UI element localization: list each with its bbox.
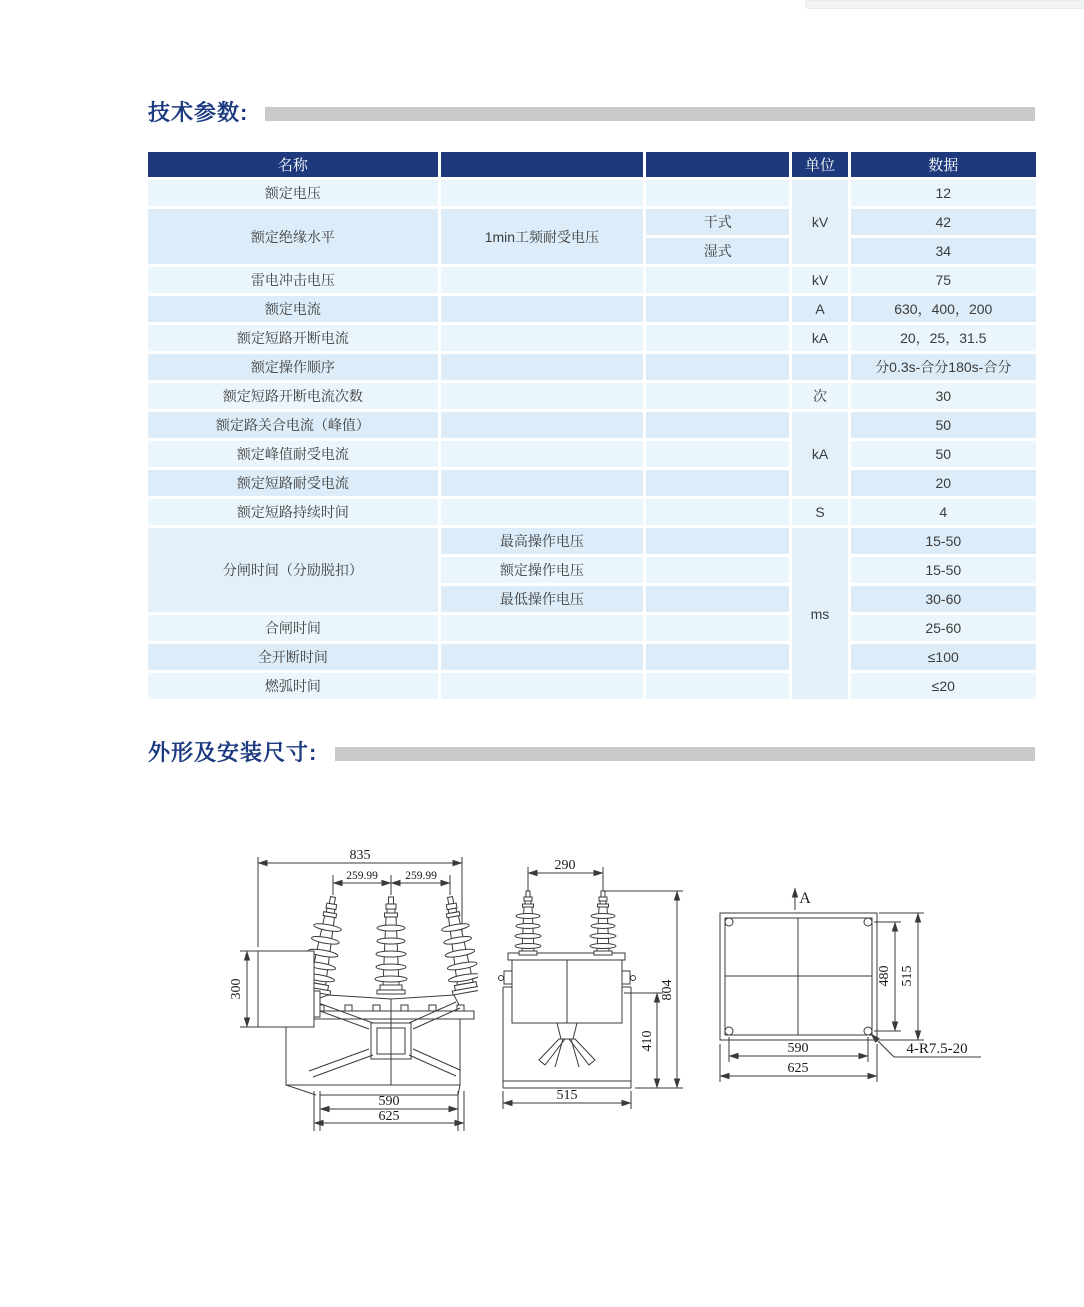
cell-empty — [646, 644, 789, 670]
cell-empty — [646, 499, 789, 525]
table-row — [148, 644, 1036, 670]
side-bushing-2 — [590, 891, 616, 955]
hole-spec-label: 4-R7.5-20 — [906, 1041, 968, 1057]
cell-sub: 额定操作电压 — [441, 557, 643, 583]
cell-name: 合闸时间 — [148, 615, 438, 641]
cell-data: ≤100 — [851, 644, 1036, 670]
dim-bushing-spacing: 290 — [554, 858, 576, 873]
cell-empty — [646, 586, 789, 612]
cell-empty — [441, 470, 643, 496]
col-header-name: 名称 — [148, 152, 438, 177]
cell-empty — [646, 267, 789, 293]
cell-name: 额定短路耐受电流 — [148, 470, 438, 496]
col-header-2 — [441, 152, 643, 177]
mount-hole — [864, 918, 872, 926]
cell-unit — [792, 354, 847, 380]
cell-name: 额定短路开断电流次数 — [148, 383, 438, 409]
cell-name: 分闸时间（分励脱扣） — [148, 528, 438, 612]
side-bushing-1 — [515, 891, 541, 955]
tank-body — [286, 1019, 460, 1085]
cell-empty — [441, 441, 643, 467]
cell-data: 15-50 — [851, 557, 1036, 583]
dim-base-width: 515 — [556, 1088, 578, 1103]
top-view-drawing — [705, 858, 985, 1093]
title-underline-bar-1 — [265, 107, 1035, 121]
cell-unit: kA — [792, 325, 847, 351]
cell-sub: 最低操作电压 — [441, 586, 643, 612]
cell-unit: ms — [792, 528, 847, 699]
cell-data: 75 — [851, 267, 1036, 293]
cell-data: 4 — [851, 499, 1036, 525]
cell-data: 25-60 — [851, 615, 1036, 641]
col-header-data: 数据 — [851, 152, 1036, 177]
cell-name: 额定绝缘水平 — [148, 209, 438, 264]
dim-lower-height: 410 — [640, 1030, 655, 1052]
table-row — [148, 267, 1036, 293]
cell-empty — [441, 673, 643, 699]
section-title-technical-params: 技术参数: — [148, 100, 249, 125]
cell-empty — [646, 412, 789, 438]
table-row — [148, 412, 1036, 438]
cell-empty — [441, 644, 643, 670]
cell-name: 额定峰值耐受电流 — [148, 441, 438, 467]
cell-empty — [441, 615, 643, 641]
cell-data: 42 — [851, 209, 1036, 235]
header-row — [148, 152, 1036, 177]
control-box — [258, 951, 314, 1027]
dim-width-inner: 590 — [787, 1041, 809, 1056]
dim-width-outer: 625 — [787, 1061, 809, 1076]
center-bushing — [375, 897, 407, 994]
cell-type: 干式 — [646, 209, 789, 235]
cell-empty — [646, 615, 789, 641]
side-view-drawing — [485, 845, 700, 1145]
cell-empty — [441, 296, 643, 322]
cell-data: 630，400，200 — [851, 296, 1036, 322]
cell-data: 15-50 — [851, 528, 1036, 554]
col-header-unit: 单位 — [792, 152, 847, 177]
cell-type: 湿式 — [646, 238, 789, 264]
dim-box-height: 300 — [229, 978, 244, 1000]
dim-base-inner: 590 — [378, 1094, 400, 1109]
dim-base-outer: 625 — [378, 1109, 400, 1124]
cell-unit: kV — [792, 180, 847, 264]
table-row — [148, 383, 1036, 409]
cell-empty — [646, 180, 789, 206]
cell-sub: 最高操作电压 — [441, 528, 643, 554]
cell-unit: kV — [792, 267, 847, 293]
cell-empty — [441, 499, 643, 525]
cell-name: 雷电冲击电压 — [148, 267, 438, 293]
front-view-drawing — [228, 845, 478, 1145]
cell-data: 30-60 — [851, 586, 1036, 612]
table-row — [148, 325, 1036, 351]
cell-data: 50 — [851, 412, 1036, 438]
cell-name: 额定电压 — [148, 180, 438, 206]
spec-table — [145, 149, 1039, 702]
cell-name: 额定短路持续时间 — [148, 499, 438, 525]
cell-unit: S — [792, 499, 847, 525]
col-header-3 — [646, 152, 789, 177]
mount-hole — [725, 918, 733, 926]
table-row — [148, 209, 1036, 235]
view-direction-label: A — [799, 890, 811, 907]
cell-empty — [646, 325, 789, 351]
cell-name: 额定短路开断电流 — [148, 325, 438, 351]
cell-empty — [646, 354, 789, 380]
cell-empty — [646, 383, 789, 409]
table-row — [148, 615, 1036, 641]
table-row — [148, 470, 1036, 496]
cell-name: 额定电流 — [148, 296, 438, 322]
table-row — [148, 296, 1036, 322]
cell-empty — [441, 325, 643, 351]
cell-empty — [646, 296, 789, 322]
table-row — [148, 499, 1036, 525]
cell-data: 34 — [851, 238, 1036, 264]
cell-data: 20 — [851, 470, 1036, 496]
top-right-decorative-bar — [805, 0, 1084, 9]
cell-empty — [441, 383, 643, 409]
cell-empty — [441, 354, 643, 380]
cell-unit: 次 — [792, 383, 847, 409]
dim-overall-height: 804 — [660, 979, 675, 1001]
table-row — [148, 528, 1036, 554]
table-row — [148, 354, 1036, 380]
cell-data: 分0.3s-合分180s-合分 — [851, 354, 1036, 380]
cell-empty — [646, 441, 789, 467]
cell-data: 30 — [851, 383, 1036, 409]
cell-name: 额定操作顺序 — [148, 354, 438, 380]
dim-depth-inner: 480 — [877, 965, 892, 987]
dim-phase-left: 259.99 — [346, 870, 378, 882]
cell-empty — [441, 412, 643, 438]
title-underline-bar-2 — [335, 747, 1035, 761]
cell-sub: 1min工频耐受电压 — [441, 209, 643, 264]
cell-data: ≤20 — [851, 673, 1036, 699]
table-row — [148, 180, 1036, 206]
table-row — [148, 441, 1036, 467]
cell-name: 燃弧时间 — [148, 673, 438, 699]
section-title-dimensions: 外形及安装尺寸: — [148, 740, 318, 765]
spec-table-wrap — [148, 152, 1039, 699]
cell-data: 12 — [851, 180, 1036, 206]
right-bushing — [434, 894, 478, 995]
dim-overall-width: 835 — [349, 848, 371, 863]
cell-name: 额定路关合电流（峰值） — [148, 412, 438, 438]
cell-empty — [646, 673, 789, 699]
mount-hole — [864, 1027, 872, 1035]
dim-depth-outer: 515 — [900, 965, 915, 987]
cell-data: 50 — [851, 441, 1036, 467]
cell-empty — [441, 180, 643, 206]
cell-unit: A — [792, 296, 847, 322]
dim-phase-right: 259.99 — [405, 870, 437, 882]
table-row — [148, 673, 1036, 699]
cell-empty — [646, 470, 789, 496]
mount-hole — [725, 1027, 733, 1035]
cell-empty — [441, 267, 643, 293]
cell-empty — [646, 528, 789, 554]
cell-empty — [646, 557, 789, 583]
cell-name: 全开断时间 — [148, 644, 438, 670]
cell-unit: kA — [792, 412, 847, 496]
cell-data: 20，25，31.5 — [851, 325, 1036, 351]
